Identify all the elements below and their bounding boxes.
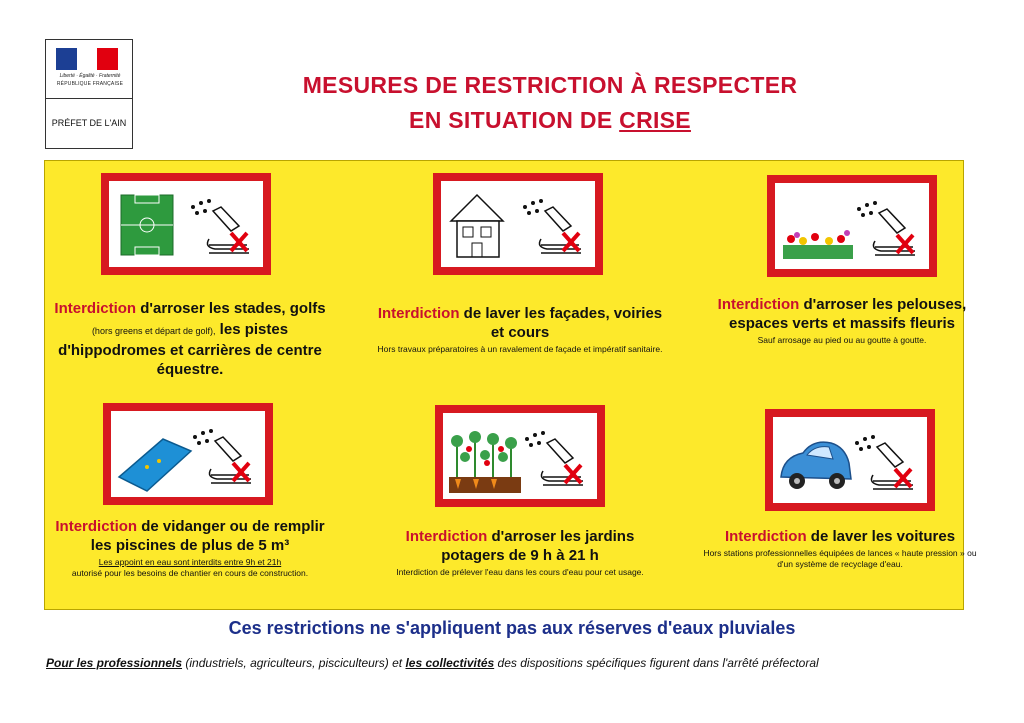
card-pools	[45, 517, 335, 579]
card-gardens-note: Interdiction de prélever l'eau dans les cours d'eau pour cet usage.	[396, 567, 644, 577]
page-subtitle	[200, 107, 900, 134]
card-stadiums-interdiction: Interdiction	[54, 300, 137, 317]
collectivites-label: les collectivités	[405, 656, 495, 670]
card-facades-note: Hors travaux préparatoires à un ravalement de façade et impératif sanitaire.	[377, 344, 663, 354]
card-facades-label: de laver les façades, voiries et cours	[459, 305, 663, 341]
card-stadiums	[45, 299, 335, 379]
card-gardens	[375, 527, 665, 578]
card-gardens-interdiction: Interdiction	[405, 528, 488, 545]
restrictions-panel	[44, 160, 977, 610]
lawn-watering-forbidden-icon	[767, 175, 937, 277]
card-cars-interdiction: Interdiction	[724, 528, 807, 545]
vegetable-garden-watering-forbidden-icon	[435, 405, 605, 507]
stadium-watering-forbidden-icon	[101, 173, 271, 275]
subtitle-text: EN SITUATION DE	[409, 107, 620, 133]
card-lawns-note: Sauf arrosage au pied ou au goutte à goutte.	[757, 335, 927, 345]
card-stadiums-label-b: les pistes d'hippodromes et carrières de centre équestre.	[58, 321, 322, 378]
prefet-label: PRÉFET DE L'AIN	[51, 118, 127, 128]
professionals-detail: (industriels, agriculteurs, pisciculteurs) et	[182, 656, 406, 670]
card-stadiums-label-a: d'arroser les stades, golfs	[136, 300, 326, 317]
marianne-logo	[46, 40, 132, 99]
card-lawns-interdiction: Interdiction	[717, 296, 800, 313]
prefecture-logo	[45, 39, 133, 149]
card-pools-note-underlined: Les appoint en eau sont interdits entre 9h et 21h	[98, 557, 282, 567]
professionals-label: Pour les professionnels	[46, 656, 183, 670]
subtitle-emphasis: CRISE	[619, 107, 691, 133]
card-cars	[695, 527, 985, 570]
card-cars-label: de laver les voitures	[806, 528, 956, 545]
card-pools-note: autorisé pour les besoins de chantier en cours de construction.	[71, 568, 309, 578]
card-cars-note: Hors stations professionnelles équipées de lances « haute pression » ou d'un système de recyclage d'eau.	[703, 548, 977, 569]
page-title: MESURES DE RESTRICTION À RESPECTER	[302, 72, 798, 98]
card-lawns	[697, 295, 987, 346]
car-washing-forbidden-icon	[765, 409, 935, 511]
pool-filling-forbidden-icon	[103, 403, 273, 505]
card-gardens-label: d'arroser les jardins potagers de 9 h à 21 h	[441, 528, 635, 564]
card-stadiums-label-small: (hors greens et départ de golf),	[91, 326, 216, 336]
facade-washing-forbidden-icon	[433, 173, 603, 275]
card-pools-label: de vidanger ou de remplir les piscines de plus de 5 m³	[90, 518, 325, 554]
republique-label: RÉPUBLIQUE FRANÇAISE	[56, 81, 124, 87]
french-flag-icon	[56, 48, 118, 70]
professionals-notice	[46, 656, 819, 670]
arrete-text: des dispositions spécifiques figurent dans l'arrêté préfectoral	[494, 656, 819, 670]
card-facades	[375, 304, 665, 355]
rainwater-exemption: Ces restrictions ne s'appliquent pas aux réserves d'eaux pluviales	[228, 618, 796, 638]
card-lawns-label: d'arroser les pelouses, espaces verts et massifs fleuris	[729, 296, 967, 332]
card-facades-interdiction: Interdiction	[377, 305, 460, 322]
card-pools-interdiction: Interdiction	[55, 518, 138, 535]
motto: Liberté · Égalité · Fraternité	[59, 73, 121, 79]
